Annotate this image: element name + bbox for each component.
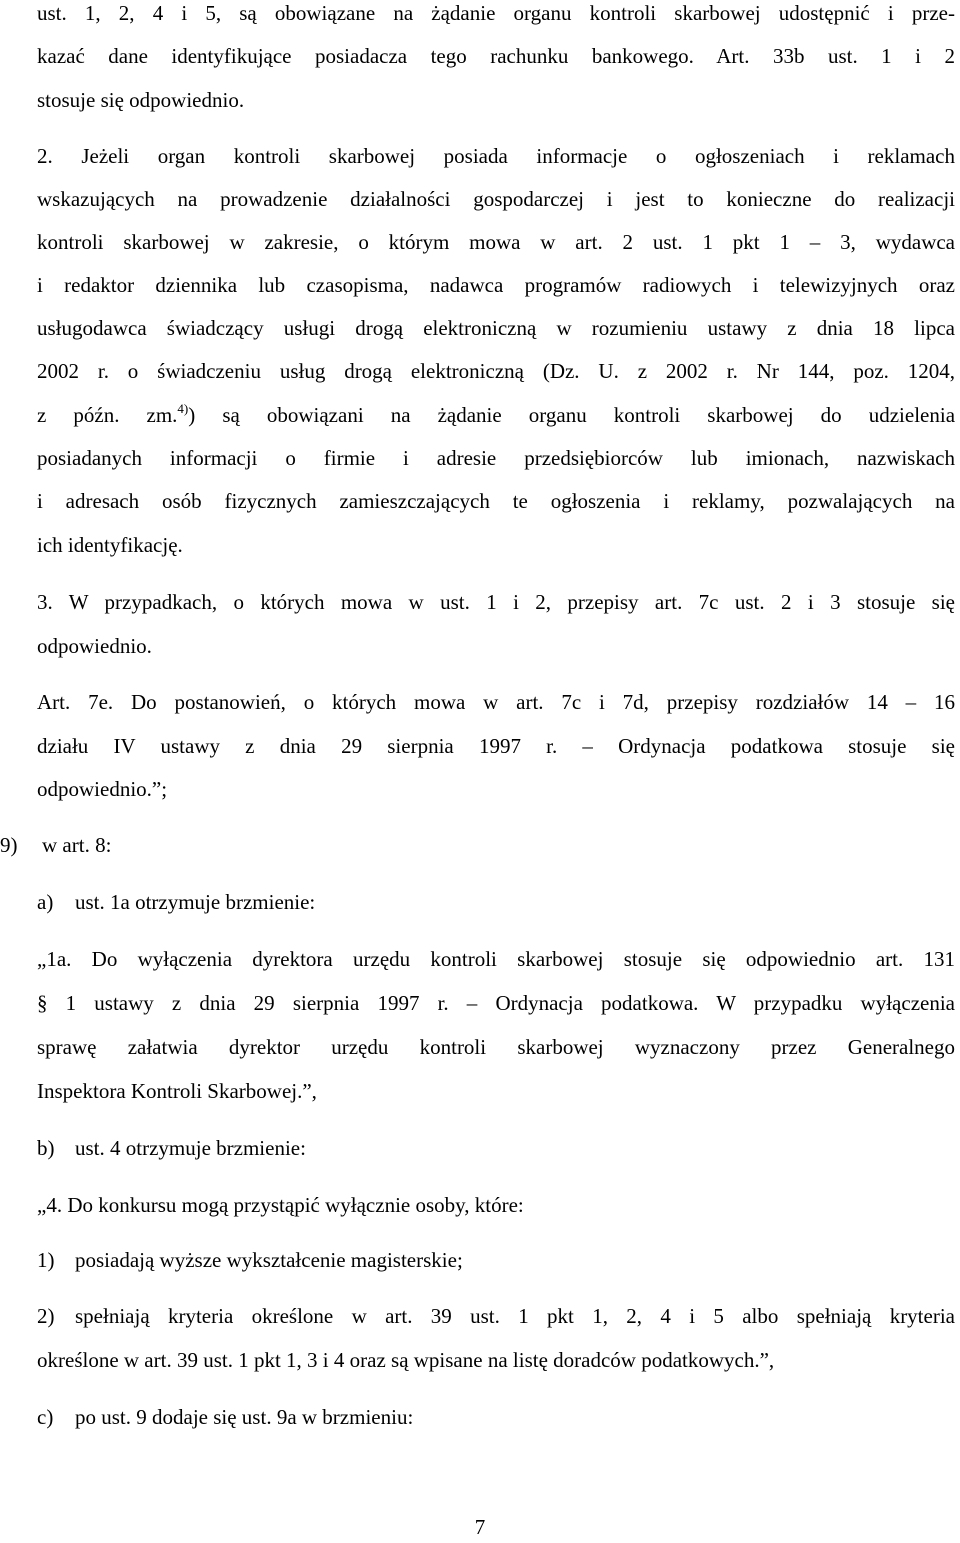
text-line: 3. W przypadkach, o których mowa w ust. 1 i 2, przepisy art. 7c ust. 2 i 3 stosuje się <box>37 590 955 614</box>
text-line: i redaktor dziennika lub czasopisma, nadawca programów radiowych i telewizyjnych oraz <box>37 273 955 297</box>
text-line: usługodawca świadczący usługi drogą elektroniczną w rozumieniu ustawy z dnia 18 lipca <box>37 316 955 340</box>
text-line: posiadanych informacji o firmie i adresie przedsiębiorców lub imionach, nazwiskach <box>37 446 955 470</box>
text-fragment: ) są obowiązani na żądanie organu kontroli skarbowej do udzielenia <box>188 403 956 427</box>
text-fragment: z późn. zm. <box>37 403 178 427</box>
text-line: ich identyfikację. <box>37 533 183 557</box>
text-line: po ust. 9 dodaje się ust. 9a w brzmieniu: <box>75 1405 414 1429</box>
text-line: spełniają kryteria określone w art. 39 ust. 1 pkt 1, 2, 4 i 5 albo spełniają kryteria <box>75 1304 955 1328</box>
list-label: c) <box>37 1405 54 1429</box>
text-line: ust. 4 otrzymuje brzmienie: <box>75 1136 306 1160</box>
text-line: określone w art. 39 ust. 1 pkt 1, 3 i 4 oraz są wpisane na listę doradców podatkowych.”, <box>37 1348 775 1372</box>
text-line: kazać dane identyfikujące posiadacza tego rachunku bankowego. Art. 33b ust. 1 i 2 <box>37 44 955 68</box>
text-line <box>37 402 955 428</box>
text-line: ust. 1a otrzymuje brzmienie: <box>75 890 316 914</box>
text-line: § 1 ustawy z dnia 29 sierpnia 1997 r. – Ordynacja podatkowa. W przypadku wyłączenia <box>37 991 955 1015</box>
text-line: odpowiednio.”; <box>37 777 168 801</box>
text-line: i adresach osób fizycznych zamieszczających te ogłoszenia i reklamy, pozwalających na <box>37 489 955 513</box>
text-line: wskazujących na prowadzenie działalności gospodarczej i jest to konieczne do realizacji <box>37 187 955 211</box>
text-line: działu IV ustawy z dnia 29 sierpnia 1997 r. – Ordynacja podatkowa stosuje się <box>37 734 955 758</box>
text-line: Art. 7e. Do postanowień, o których mowa w art. 7c i 7d, przepisy rozdziałów 14 – 16 <box>37 690 955 714</box>
text-line: sprawę załatwia dyrektor urzędu kontroli skarbowej wyznaczony przez Generalnego <box>37 1035 955 1059</box>
text-line: „4. Do konkursu mogą przystąpić wyłącznie osoby, które: <box>37 1193 524 1217</box>
text-line: ust. 1, 2, 4 i 5, są obowiązane na żądanie organu kontroli skarbowej udostępnić i prze- <box>37 1 955 25</box>
text-line: posiadają wyższe wykształcenie magisterskie; <box>75 1248 463 1272</box>
text-line: kontroli skarbowej w zakresie, o którym mowa w art. 2 ust. 1 pkt 1 – 3, wydawca <box>37 230 955 254</box>
text-line: odpowiednio. <box>37 634 152 658</box>
text-line: w art. 8: <box>42 833 112 857</box>
page-number: 7 <box>474 1515 486 1539</box>
list-label: 2) <box>37 1304 55 1328</box>
text-line: 2002 r. o świadczeniu usług drogą elektroniczną (Dz. U. z 2002 r. Nr 144, poz. 1204, <box>37 359 955 383</box>
list-label: 9) <box>0 833 18 857</box>
text-line: „1a. Do wyłączenia dyrektora urzędu kontroli skarbowej stosuje się odpowiednio art. 131 <box>37 947 955 971</box>
list-label: 1) <box>37 1248 55 1272</box>
text-line: stosuje się odpowiednio. <box>37 88 245 112</box>
list-label: a) <box>37 890 54 914</box>
text-line: Inspektora Kontroli Skarbowej.”, <box>37 1079 317 1103</box>
text-line: 2. Jeżeli organ kontroli skarbowej posiada informacje o ogłoszeniach i reklamach <box>37 144 955 168</box>
footnote-reference: 4) <box>177 401 189 416</box>
list-label: b) <box>37 1136 55 1160</box>
